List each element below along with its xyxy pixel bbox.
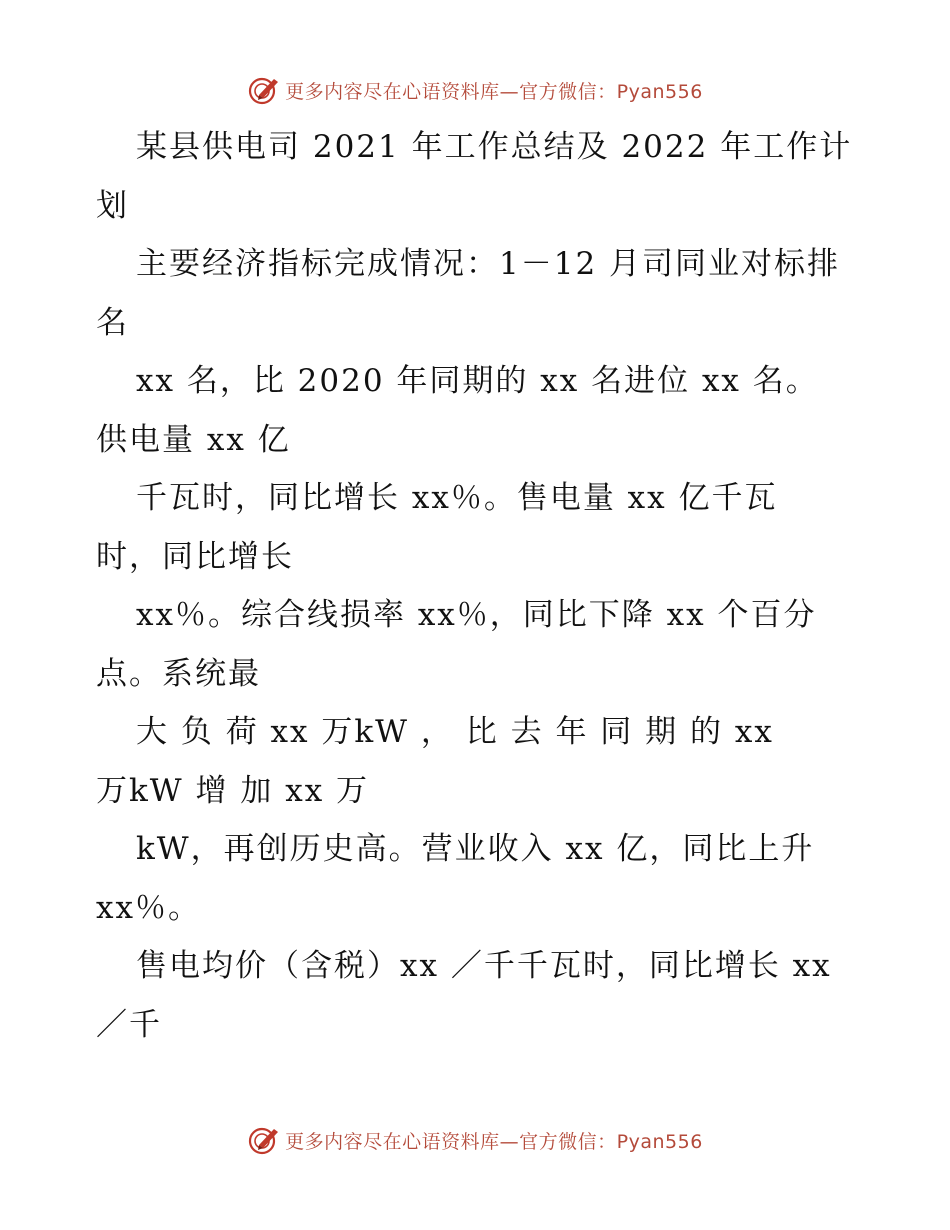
- title-line-2: 划: [96, 187, 129, 224]
- paragraph-line: xx％。综合线损率 xx％，同比下降 xx 个百分: [136, 597, 817, 633]
- banner-text: 更多内容尽在心语资料库—官方微信：Pyan556: [285, 1130, 703, 1153]
- title-line-1: 某县供电司 2021 年工作总结及 2022 年工作计: [136, 129, 853, 165]
- banner-text: 更多内容尽在心语资料库—官方微信：Pyan556: [285, 80, 703, 103]
- paragraph-line: xx 名，比 2020 年同期的 xx 名进位 xx 名。: [136, 363, 819, 399]
- paragraph-line: 主要经济指标完成情况：1－12 月司同业对标排: [136, 246, 841, 282]
- paragraph-line: 万kW 增 加 xx 万: [96, 772, 370, 809]
- paragraph-line: 点。系统最: [96, 655, 261, 692]
- paragraph-line: 千瓦时，同比增长 xx％。售电量 xx 亿千瓦: [136, 480, 778, 516]
- pen-logo-icon: [247, 73, 281, 107]
- paragraph-line: 名: [96, 304, 129, 341]
- paragraph-line: 售电均价（含税）xx ／千千瓦时，同比增长 xx: [136, 948, 832, 984]
- paragraph-line: 大 负 荷 xx 万kW ， 比 去 年 同 期 的 xx: [136, 714, 774, 750]
- paragraph-line: ／千: [96, 1006, 162, 1043]
- footer-banner: [0, 1120, 950, 1160]
- paragraph-line: kW，再创历史高。营业收入 xx 亿，同比上升: [136, 831, 815, 867]
- paragraph-line: 供电量 xx 亿: [96, 421, 291, 458]
- paragraph-line: xx％。: [96, 889, 201, 926]
- paragraph-line: 时，同比增长: [96, 538, 294, 575]
- pen-logo-icon: [247, 1123, 281, 1157]
- header-banner: [0, 70, 950, 110]
- document-body: [96, 118, 856, 1054]
